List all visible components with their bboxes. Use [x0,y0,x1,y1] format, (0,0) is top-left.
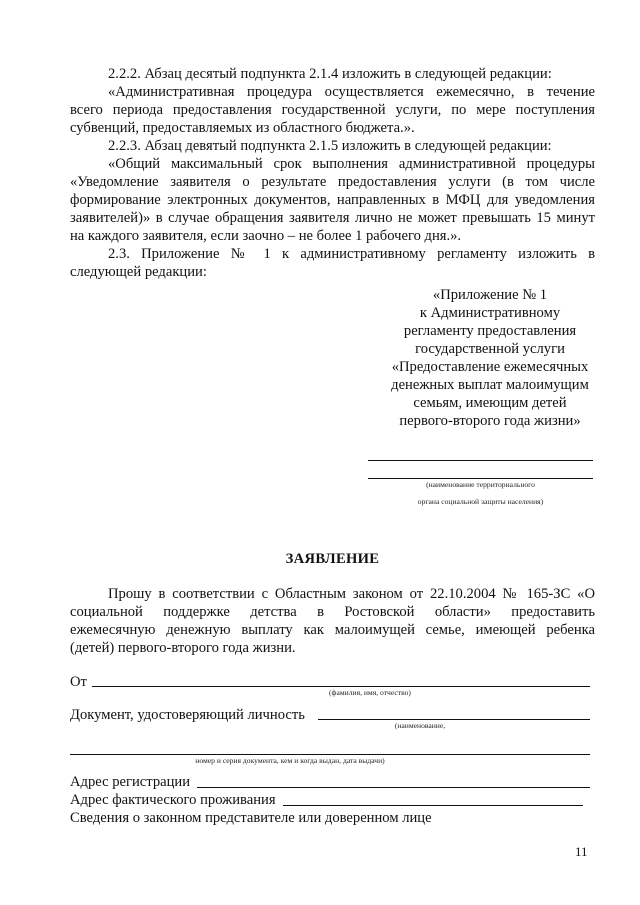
request-line: Прошу в соответствии с Областным законом от 22.10.2004 № 165-ЗС «О [108,586,595,602]
form-title: ЗАЯВЛЕНИЕ [285,551,380,567]
appendix-header-line: денежных выплат малоимущим [391,377,589,393]
from-field-line[interactable] [92,686,590,687]
body-line: заявителей)» в случае обращения заявителя лично не может превышать 15 минут [70,210,595,226]
identity-document-label: Документ, удостоверяющий личность [70,707,305,723]
paragraph-2-2-3-heading: 2.2.3. Абзац девятый подпункта 2.1.5 изложить в следующей редакции: [108,138,552,154]
actual-address-label: Адрес фактического проживания [70,792,276,808]
body-line: «Административная процедура осуществляется ежемесячно, в течение [108,84,595,100]
identity-document-field-line-2[interactable] [70,754,590,755]
body-line: «Уведомление заявителя о результате предоставления услуги (в том числе [70,174,595,190]
appendix-header-line: государственной услуги [415,341,565,357]
registration-address-field-line[interactable] [197,787,590,788]
actual-address-field-line[interactable] [283,805,583,806]
appendix-header-line: первого-второго года жизни» [399,413,581,429]
paragraph-2-2-2-heading: 2.2.2. Абзац десятый подпункта 2.1.4 изложить в следующей редакции: [108,66,552,82]
request-line: ежемесячную денежную выплату как малоимущей семье, имеющей ребенка [70,622,595,638]
body-line: формирование электронных документов, направленных в МФЦ для уведомления [70,192,595,208]
organ-caption-2: органа социальной защиты населения) [417,497,544,506]
organ-caption-1: (наименование территориального [426,480,535,489]
page-number: 11 [575,844,588,859]
appendix-header-line: «Приложение № 1 [432,287,548,303]
body-line: субвенций, предоставляемых из областного бюджета.». [70,120,415,136]
from-label: От [70,674,87,690]
from-caption: (фамилия, имя, отчество) [329,688,411,697]
identity-document-caption-2: номер и серия документа, кем и когда выдан, дата выдачи) [195,756,385,765]
request-line: социальной поддержке детства в Ростовской области» предоставить [70,604,595,620]
body-line: «Общий максимальный срок выполнения административной процедуры [108,156,595,172]
organ-name-line-1[interactable] [368,460,593,461]
appendix-header-line: «Предоставление ежемесячных [391,359,589,375]
request-line: (детей) первого-второго года жизни. [70,640,296,656]
identity-document-caption-1: (наименование, [394,721,446,730]
registration-address-label: Адрес регистрации [70,774,191,790]
appendix-header-line: семьям, имеющим детей [413,395,567,411]
paragraph-2-3-heading: 2.3. Приложение № 1 к административному регламенту изложить в [108,246,595,262]
identity-document-field-line[interactable] [318,719,590,720]
body-line: на каждого заявителя, если заочно – не более 1 рабочего дня.». [70,228,462,244]
organ-name-line-2[interactable] [368,478,593,479]
appendix-header-line: регламенту предоставления [403,323,577,339]
body-line: следующей редакции: [70,264,207,280]
representative-label: Сведения о законном представителе или доверенном лице [70,810,432,826]
appendix-header-line: к Административному [419,305,561,321]
body-line: всего периода предоставления государственной услуги, по мере поступления [70,102,595,118]
